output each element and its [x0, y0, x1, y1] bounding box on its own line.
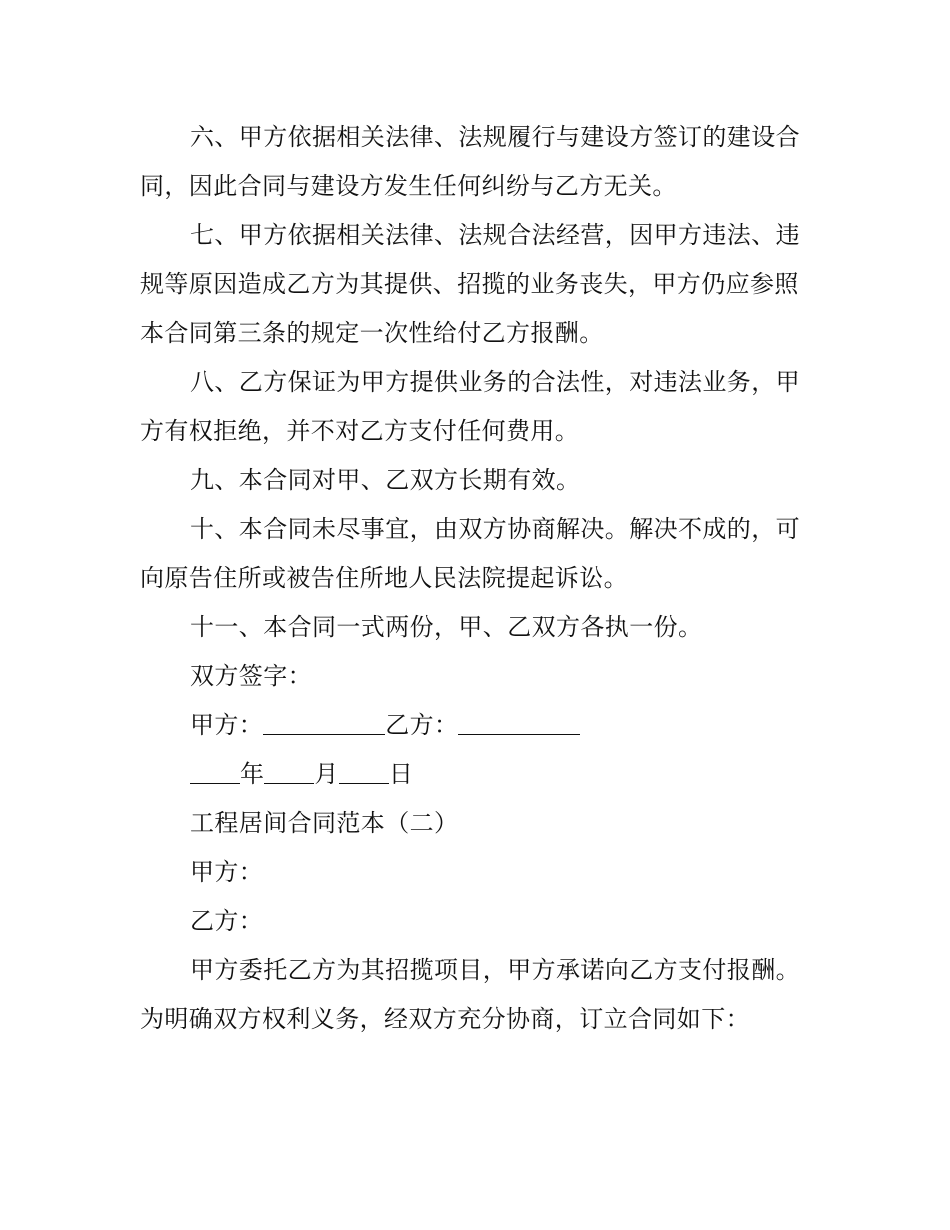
- clause-10: 十、本合同未尽事宜，由双方协商解决。解决不成的，可向原告住所或被告住所地人民法院提起诉讼。: [140, 515, 800, 592]
- document-body: [140, 113, 812, 1044]
- section-2-title: 工程居间合同范本（二）: [190, 809, 459, 837]
- section-2-party-b: 乙方：: [190, 907, 264, 935]
- clause-9: 九、本合同对甲、乙双方长期有效。: [190, 466, 581, 494]
- clause-8: 八、乙方保证为甲方提供业务的合法性，对违法业务，甲方有权拒绝，并不对乙方支付任何费用。: [140, 368, 800, 445]
- party-b-signature-label: 乙方：: [385, 711, 459, 739]
- signature-parties-line: [140, 701, 812, 750]
- party-a-signature-blank: [263, 704, 385, 735]
- signature-heading: 双方签字：: [190, 662, 312, 690]
- year-label: 年: [240, 760, 265, 788]
- clause-11: 十一、本合同一式两份，甲、乙双方各执一份。: [190, 613, 703, 641]
- section-2-party-a: 甲方：: [190, 858, 264, 886]
- clause-6: 六、甲方依据相关法律、法规履行与建设方签订的建设合同，因此合同与建设方发生任何纠纷与乙方无关。: [140, 123, 800, 200]
- party-b-signature-blank: [458, 704, 580, 735]
- clause-7: 七、甲方依据相关法律、法规合法经营，因甲方违法、违规等原因造成乙方为其提供、招揽的业务丧失，甲方仍应参照本合同第三条的规定一次性给付乙方报酬。: [140, 221, 800, 347]
- day-blank: [339, 753, 389, 784]
- year-blank: [190, 753, 240, 784]
- signature-date-line: [140, 750, 812, 799]
- month-label: 月: [314, 760, 339, 788]
- party-a-signature-label: 甲方：: [190, 711, 264, 739]
- section-2-intro: 甲方委托乙方为其招揽项目，甲方承诺向乙方支付报酬。为明确双方权利义务，经双方充分协商，订立合同如下：: [140, 956, 800, 1033]
- day-label: 日: [388, 760, 414, 788]
- month-blank: [264, 753, 314, 784]
